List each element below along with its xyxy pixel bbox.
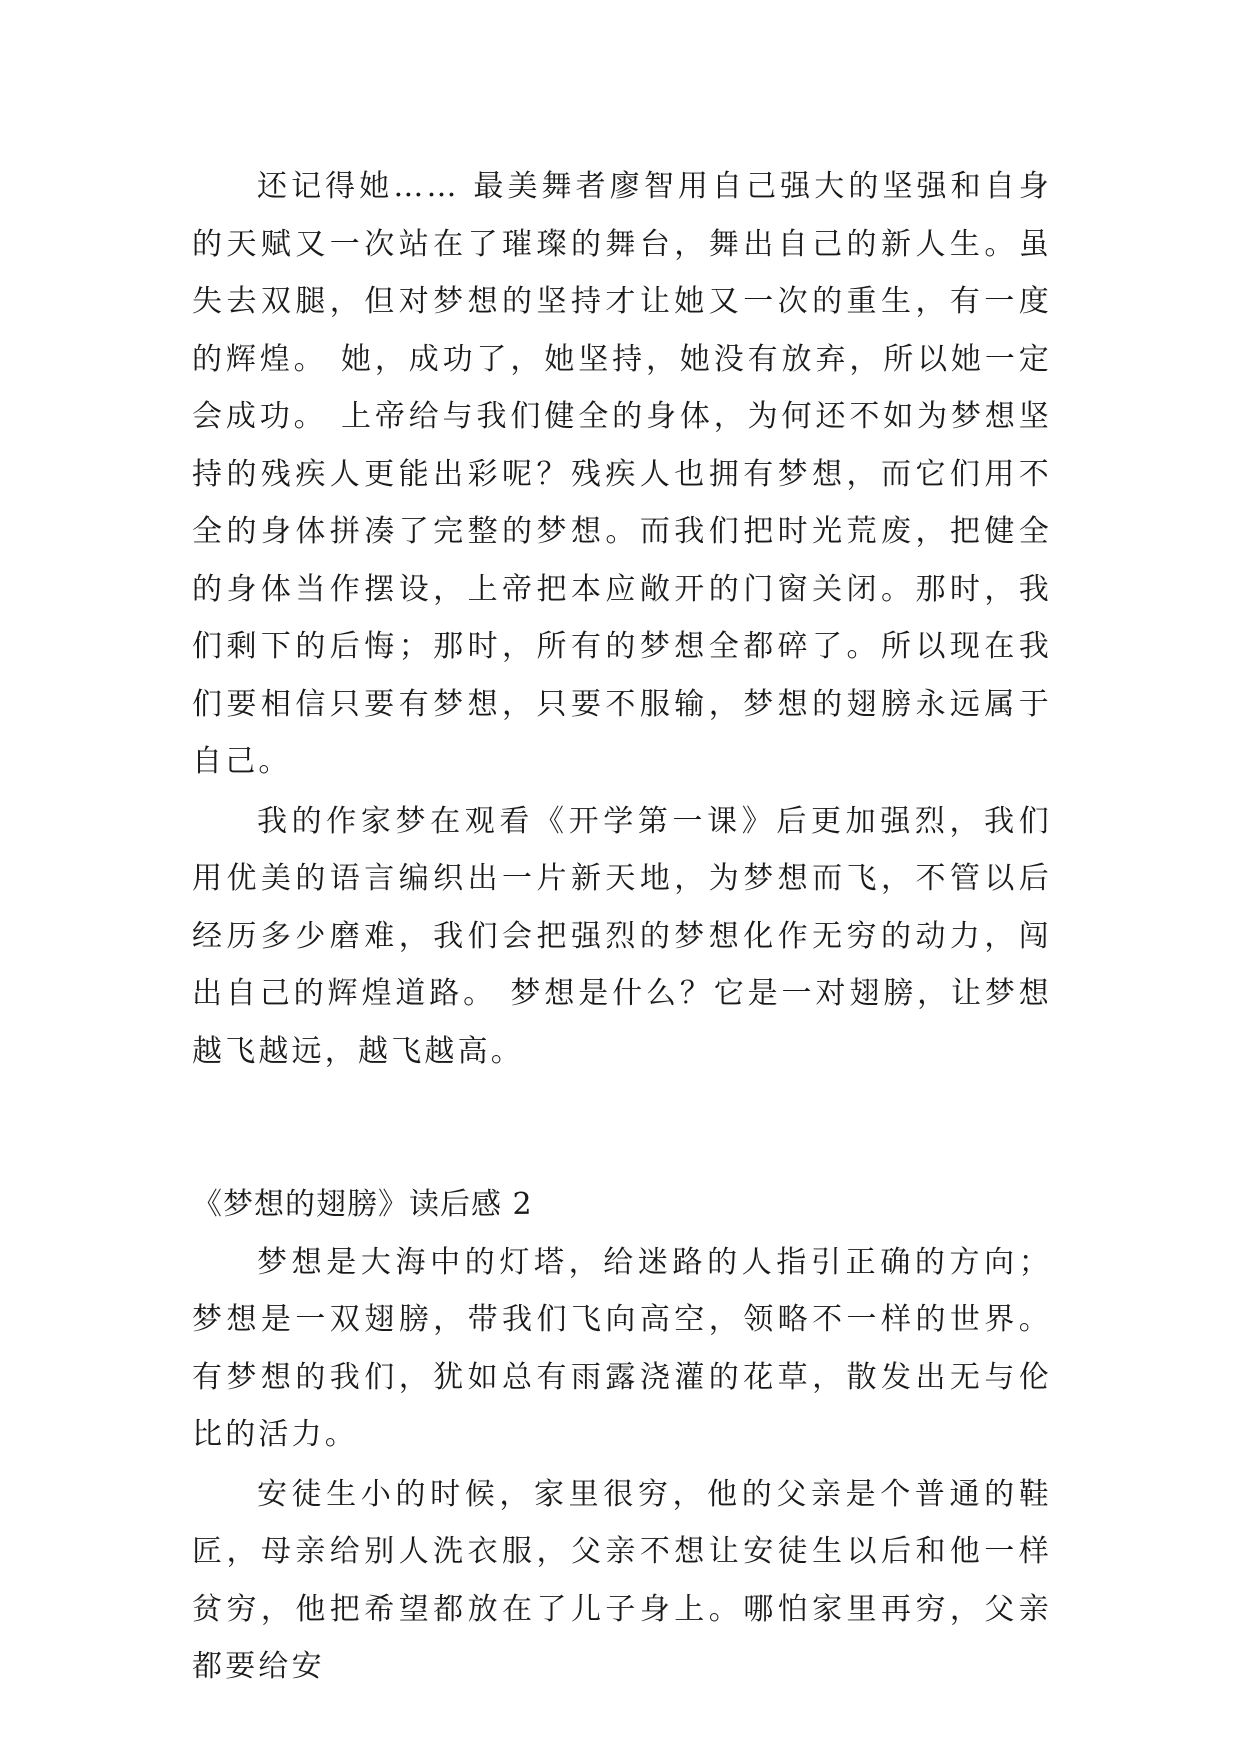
body-paragraph: 还记得她…… 最美舞者廖智用自己强大的坚强和自身的天赋又一次站在了璀璨的舞台，舞出自己的新人生。虽失去双腿，但对梦想的坚持才让她又一次的重生，有一度的辉煌。 她，成功了，她坚持，她没有放弃，所以她一定会成功。 上帝给与我们健全的身体，为何还不如为梦想坚持的残疾人更能出彩呢？残疾人也拥有梦想，而它们用不全的身体拼凑了完整的梦想。而我们把时光荒废，把健全的身体当作摆设，上帝把本应敞开的门窗关闭。那时，我们剩下的后悔；那时，所有的梦想全都碎了。所以现在我们要相信只要有梦想，只要不服输，梦想的翅膀永远属于自己。 <box>192 169 1052 779</box>
body-paragraph: 我的作家梦在观看《开学第一课》后更加强烈，我们用优美的语言编织出一片新天地，为梦想而飞，不管以后经历多少磨难，我们会把强烈的梦想化作无穷的动力，闯出自己的辉煌道路。 梦想是什么？它是一对翅膀，让梦想越飞越远，越飞越高。 <box>192 803 1052 1069</box>
section-title: 《梦想的翅膀》读后感 2 <box>192 1187 533 1222</box>
body-paragraph: 安徒生小的时候，家里很穷，他的父亲是个普通的鞋匠，母亲给别人洗衣服，父亲不想让安徒生以后和他一样贫穷，他把希望都放在了儿子身上。哪怕家里再穷，父亲都要给安 <box>192 1476 1052 1684</box>
document-page <box>192 158 1052 1696</box>
body-paragraph: 梦想是大海中的灯塔，给迷路的人指引正确的方向；梦想是一双翅膀，带我们飞向高空，领略不一样的世界。有梦想的我们，犹如总有雨露浇灌的花草，散发出无与伦比的活力。 <box>192 1244 1052 1452</box>
